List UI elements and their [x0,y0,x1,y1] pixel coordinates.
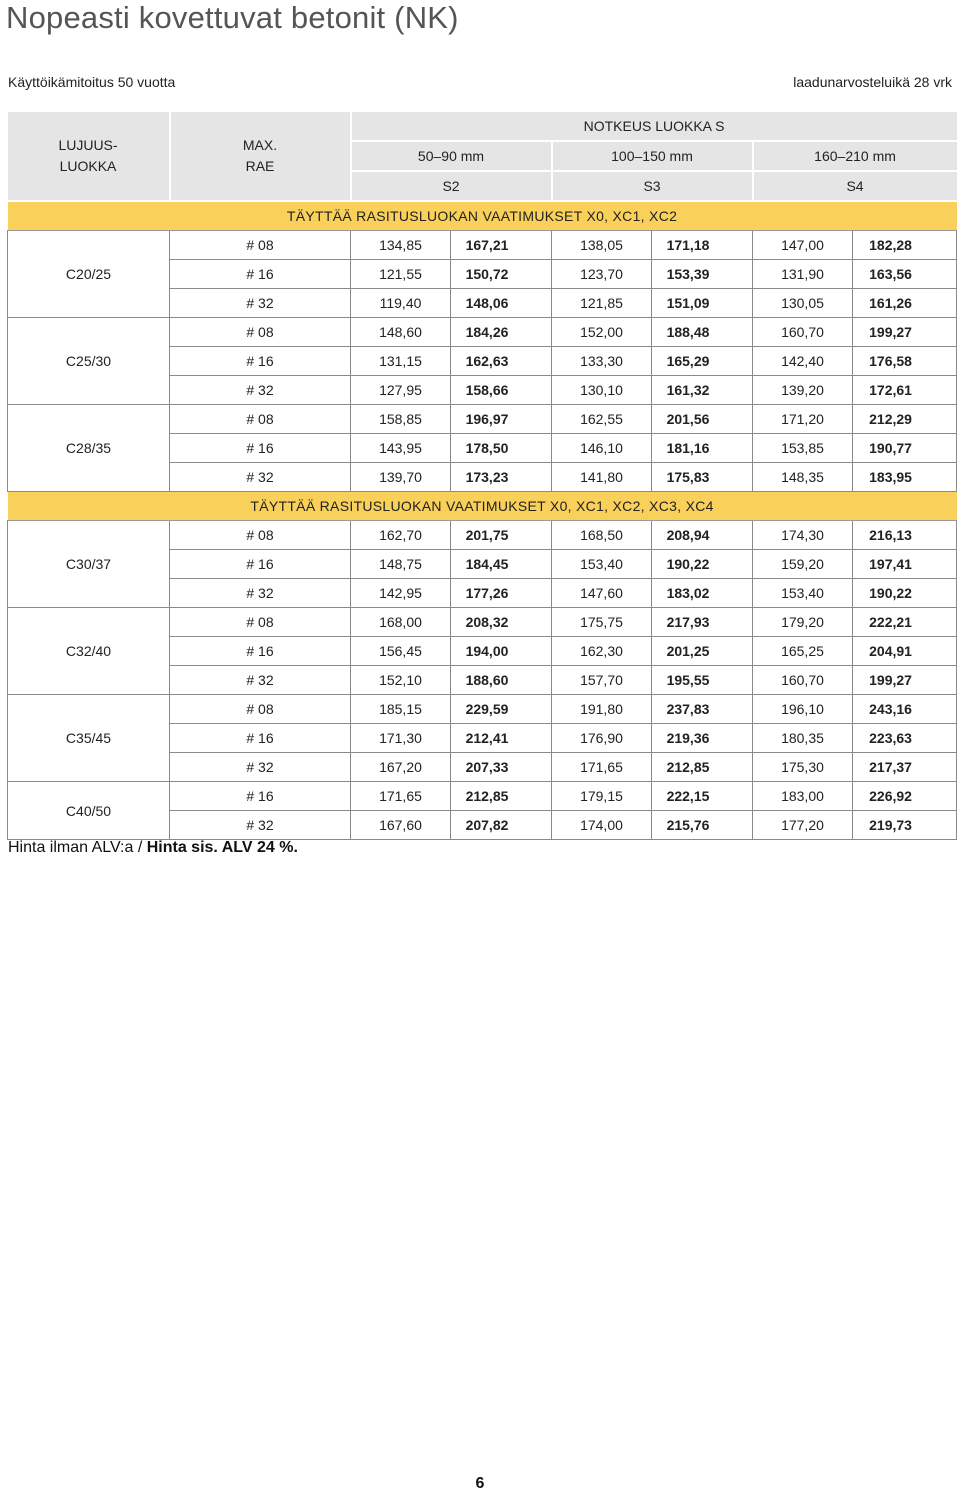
table-row [8,608,957,637]
price-excl-vat-cell: 131,15 [351,347,451,376]
aggregate-size-cell: # 16 [170,347,351,376]
table-row [8,231,957,260]
aggregate-size-cell: # 08 [170,695,351,724]
price-incl-vat-cell: 188,60 [451,666,552,695]
table-row [8,782,957,811]
page-number: 6 [475,1475,485,1492]
price-incl-vat-cell: 183,95 [853,463,957,492]
aggregate-size-cell: # 16 [170,434,351,463]
price-excl-vat-cell: 191,80 [552,695,652,724]
price-excl-vat-cell: 160,70 [753,666,853,695]
aggregate-size-cell: # 32 [170,289,351,318]
aggregate-size-cell: # 16 [170,637,351,666]
price-excl-vat-cell: 130,10 [552,376,652,405]
table-row [8,318,957,347]
price-excl-vat-cell: 176,90 [552,724,652,753]
price-excl-vat-cell: 159,20 [753,550,853,579]
price-excl-vat-cell: 177,20 [753,811,853,840]
price-incl-vat-cell: 188,48 [652,318,753,347]
price-incl-vat-cell: 190,22 [853,579,957,608]
price-excl-vat-cell: 171,65 [351,782,451,811]
price-excl-vat-cell: 162,30 [552,637,652,666]
price-excl-vat-cell: 171,20 [753,405,853,434]
price-incl-vat-cell: 201,56 [652,405,753,434]
price-excl-vat-cell: 168,00 [351,608,451,637]
max-aggregate-header: MAX. RAE [170,112,351,201]
price-excl-vat-cell: 146,10 [552,434,652,463]
aggregate-size-cell: # 16 [170,260,351,289]
price-excl-vat-cell: 133,30 [552,347,652,376]
price-incl-vat-cell: 199,27 [853,318,957,347]
price-excl-vat-cell: 162,70 [351,521,451,550]
price-excl-vat-cell: 162,55 [552,405,652,434]
slump-range-header: 100–150 mm [552,141,753,171]
price-excl-vat-cell: 153,85 [753,434,853,463]
price-incl-vat-cell: 175,83 [652,463,753,492]
strength-class-cell: C32/40 [8,608,170,695]
price-incl-vat-cell: 212,29 [853,405,957,434]
price-incl-vat-cell: 199,27 [853,666,957,695]
strength-class-cell: C20/25 [8,231,170,318]
aggregate-size-cell: # 08 [170,231,351,260]
price-incl-vat-cell: 216,13 [853,521,957,550]
price-excl-vat-cell: 179,20 [753,608,853,637]
price-table [7,112,957,840]
price-excl-vat-cell: 121,55 [351,260,451,289]
strength-class-cell: C40/50 [8,782,170,840]
price-incl-vat-cell: 184,45 [451,550,552,579]
price-excl-vat-cell: 185,15 [351,695,451,724]
price-excl-vat-cell: 138,05 [552,231,652,260]
price-incl-vat-cell: 172,61 [853,376,957,405]
price-incl-vat-cell: 163,56 [853,260,957,289]
price-incl-vat-cell: 178,50 [451,434,552,463]
price-incl-vat-cell: 161,32 [652,376,753,405]
table-row [8,521,957,550]
price-incl-vat-cell: 212,41 [451,724,552,753]
price-excl-vat-cell: 160,70 [753,318,853,347]
aggregate-size-cell: # 32 [170,811,351,840]
aggregate-size-cell: # 32 [170,753,351,782]
price-note-incl-vat: Hinta sis. ALV 24 %. [146,839,298,856]
table-row [8,695,957,724]
price-excl-vat-cell: 148,60 [351,318,451,347]
aggregate-size-cell: # 32 [170,579,351,608]
price-excl-vat-cell: 130,05 [753,289,853,318]
price-incl-vat-cell: 208,32 [451,608,552,637]
price-incl-vat-cell: 212,85 [451,782,552,811]
aggregate-size-cell: # 16 [170,782,351,811]
strength-class-cell: C35/45 [8,695,170,782]
exposure-class-banner: TÄYTTÄÄ RASITUSLUOKAN VAATIMUKSET X0, XC1, XC2 [8,201,957,231]
price-excl-vat-cell: 131,90 [753,260,853,289]
price-incl-vat-cell: 190,77 [853,434,957,463]
price-excl-vat-cell: 167,20 [351,753,451,782]
price-excl-vat-cell: 167,60 [351,811,451,840]
price-excl-vat-cell: 152,10 [351,666,451,695]
price-incl-vat-cell: 181,16 [652,434,753,463]
price-excl-vat-cell: 174,00 [552,811,652,840]
price-incl-vat-cell: 215,76 [652,811,753,840]
price-incl-vat-cell: 219,36 [652,724,753,753]
price-incl-vat-cell: 196,97 [451,405,552,434]
price-incl-vat-cell: 207,33 [451,753,552,782]
price-incl-vat-cell: 190,22 [652,550,753,579]
price-excl-vat-cell: 171,30 [351,724,451,753]
aggregate-size-cell: # 32 [170,376,351,405]
price-excl-vat-cell: 183,00 [753,782,853,811]
price-excl-vat-cell: 158,85 [351,405,451,434]
price-incl-vat-cell: 197,41 [853,550,957,579]
price-incl-vat-cell: 150,72 [451,260,552,289]
price-excl-vat-cell: 168,50 [552,521,652,550]
price-incl-vat-cell: 217,37 [853,753,957,782]
slump-class-header: S3 [552,171,753,201]
price-incl-vat-cell: 176,58 [853,347,957,376]
price-incl-vat-cell: 226,92 [853,782,957,811]
price-excl-vat-cell: 153,40 [753,579,853,608]
price-excl-vat-cell: 196,10 [753,695,853,724]
strength-class-header: LUJUUS- LUOKKA [8,112,170,201]
strength-class-cell: C30/37 [8,521,170,608]
price-excl-vat-cell: 171,65 [552,753,652,782]
price-excl-vat-cell: 147,60 [552,579,652,608]
price-incl-vat-cell: 171,18 [652,231,753,260]
price-incl-vat-cell: 195,55 [652,666,753,695]
price-incl-vat-cell: 222,21 [853,608,957,637]
price-incl-vat-cell: 207,82 [451,811,552,840]
price-incl-vat-cell: 194,00 [451,637,552,666]
price-incl-vat-cell: 208,94 [652,521,753,550]
price-incl-vat-cell: 184,26 [451,318,552,347]
price-incl-vat-cell: 177,26 [451,579,552,608]
aggregate-size-cell: # 08 [170,608,351,637]
slump-range-header: 160–210 mm [753,141,957,171]
price-incl-vat-cell: 201,75 [451,521,552,550]
strength-class-cell: C28/35 [8,405,170,492]
price-excl-vat-cell: 139,20 [753,376,853,405]
slump-range-header: 50–90 mm [351,141,552,171]
exposure-class-banner: TÄYTTÄÄ RASITUSLUOKAN VAATIMUKSET X0, XC1, XC2, XC3, XC4 [8,492,957,521]
slump-class-header: S2 [351,171,552,201]
price-incl-vat-cell: 158,66 [451,376,552,405]
aggregate-size-cell: # 32 [170,463,351,492]
consistency-class-header: NOTKEUS LUOKKA S [351,112,957,141]
price-excl-vat-cell: 119,40 [351,289,451,318]
price-excl-vat-cell: 174,30 [753,521,853,550]
price-excl-vat-cell: 123,70 [552,260,652,289]
aggregate-size-cell: # 08 [170,521,351,550]
price-incl-vat-cell: 219,73 [853,811,957,840]
price-incl-vat-cell: 243,16 [853,695,957,724]
price-incl-vat-cell: 161,26 [853,289,957,318]
price-excl-vat-cell: 143,95 [351,434,451,463]
table-row [8,405,957,434]
price-incl-vat-cell: 148,06 [451,289,552,318]
price-incl-vat-cell: 223,63 [853,724,957,753]
price-excl-vat-cell: 148,75 [351,550,451,579]
page-title: Nopeasti kovettuvat betonit (NK) [6,0,459,35]
price-excl-vat-cell: 153,40 [552,550,652,579]
price-incl-vat-cell: 153,39 [652,260,753,289]
price-excl-vat-cell: 121,85 [552,289,652,318]
price-note-excl-vat: Hinta ilman ALV:a / [8,839,147,856]
price-footnote [8,839,298,857]
service-life-note: Käyttöikämitoitus 50 vuotta [8,74,176,90]
price-incl-vat-cell: 204,91 [853,637,957,666]
price-incl-vat-cell: 183,02 [652,579,753,608]
price-incl-vat-cell: 229,59 [451,695,552,724]
price-incl-vat-cell: 212,85 [652,753,753,782]
price-excl-vat-cell: 148,35 [753,463,853,492]
price-incl-vat-cell: 167,21 [451,231,552,260]
price-incl-vat-cell: 217,93 [652,608,753,637]
strength-class-cell: C25/30 [8,318,170,405]
aggregate-size-cell: # 32 [170,666,351,695]
price-excl-vat-cell: 139,70 [351,463,451,492]
price-excl-vat-cell: 142,95 [351,579,451,608]
price-excl-vat-cell: 156,45 [351,637,451,666]
price-incl-vat-cell: 201,25 [652,637,753,666]
slump-class-header: S4 [753,171,957,201]
price-excl-vat-cell: 141,80 [552,463,652,492]
aggregate-size-cell: # 16 [170,724,351,753]
price-excl-vat-cell: 165,25 [753,637,853,666]
price-incl-vat-cell: 151,09 [652,289,753,318]
price-excl-vat-cell: 147,00 [753,231,853,260]
price-incl-vat-cell: 165,29 [652,347,753,376]
price-excl-vat-cell: 175,30 [753,753,853,782]
aggregate-size-cell: # 16 [170,550,351,579]
price-excl-vat-cell: 180,35 [753,724,853,753]
price-incl-vat-cell: 182,28 [853,231,957,260]
price-excl-vat-cell: 157,70 [552,666,652,695]
price-excl-vat-cell: 179,15 [552,782,652,811]
aggregate-size-cell: # 08 [170,318,351,347]
price-excl-vat-cell: 142,40 [753,347,853,376]
price-incl-vat-cell: 222,15 [652,782,753,811]
price-excl-vat-cell: 134,85 [351,231,451,260]
price-incl-vat-cell: 162,63 [451,347,552,376]
aggregate-size-cell: # 08 [170,405,351,434]
price-excl-vat-cell: 175,75 [552,608,652,637]
price-incl-vat-cell: 173,23 [451,463,552,492]
price-incl-vat-cell: 237,83 [652,695,753,724]
price-excl-vat-cell: 127,95 [351,376,451,405]
grading-age-note: laadunarvosteluikä 28 vrk [793,74,952,90]
price-excl-vat-cell: 152,00 [552,318,652,347]
